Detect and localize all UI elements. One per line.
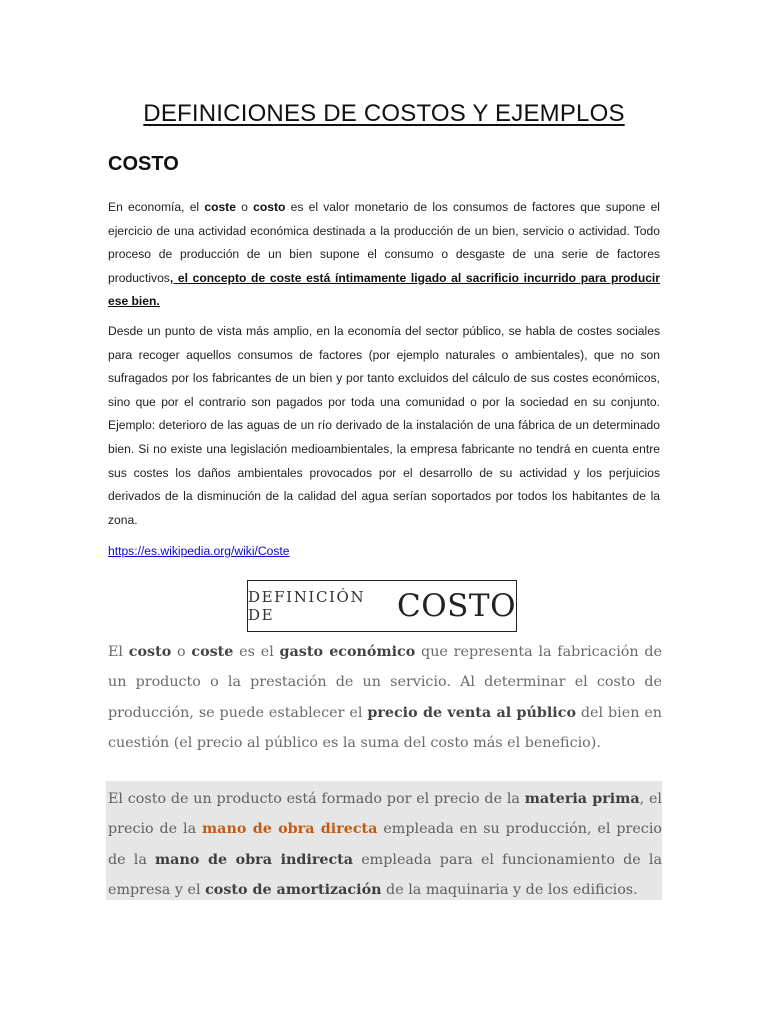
paragraph-cost-components: El costo de un producto está formado por el precio de la materia prima, el precio de la mano de obra directa empleada en su producción, el precio de la mano de obra indirecta empleada para el funcionamiento de la empresa y el costo de amortización de la maquinaria y de los edificios. bbox=[108, 791, 662, 898]
section-heading: COSTO bbox=[108, 153, 179, 175]
definition-banner-word: COSTO bbox=[397, 588, 516, 624]
paragraph-public-sector: Desde un punto de vista más amplio, en la economía del sector público, se habla de costes sociales para recoger aquellos consumos de factores (por ejemplo naturales o ambientales), que no son sufragados por los fabricantes de un bien y por tanto excluidos del cálculo de sus costes económicos, sino que por el contrario son pagados por toda una comunidad o por la sociedad en su conjunto. Ejemplo: deterioro de las aguas de un río derivado de la instalación de una fábrica de un determinado bien. Si no existe una legislación medioambientales, la empresa fabricante no tendrá en cuenta entre sus costes los daños ambientales provocados por el desarrollo de su actividad y los perjuicios derivados de la disminución de la calidad del agua serían soportados por todos los habitantes de la zona. bbox=[108, 324, 660, 527]
page-title: DEFINICIONES DE COSTOS Y EJEMPLOS bbox=[143, 100, 625, 127]
paragraph-cost-economic: El costo o coste es el gasto económico que representa la fabricación de un producto o la prestación de un servicio. Al determinar el costo de producción, se puede establecer el precio de venta al público del bien en cuestión (el precio al público es la suma del costo más el beneficio). bbox=[108, 644, 662, 751]
definition-banner-prefix: DEFINICIÓN DE bbox=[248, 588, 366, 624]
source-link[interactable]: https://es.wikipedia.org/wiki/Coste bbox=[108, 544, 290, 558]
paragraph-definition: En economía, el coste o costo es el valor monetario de los consumos de factores que supone el ejercicio de una actividad económica destinada a la producción de un bien, servicio o actividad. Todo proceso de producción de un bien supone el consumo o desgaste de una serie de factores productivos, el concepto de coste está íntimamente ligado al sacrificio incurrido para producir ese bien. bbox=[108, 200, 660, 309]
definition-banner bbox=[247, 580, 517, 632]
